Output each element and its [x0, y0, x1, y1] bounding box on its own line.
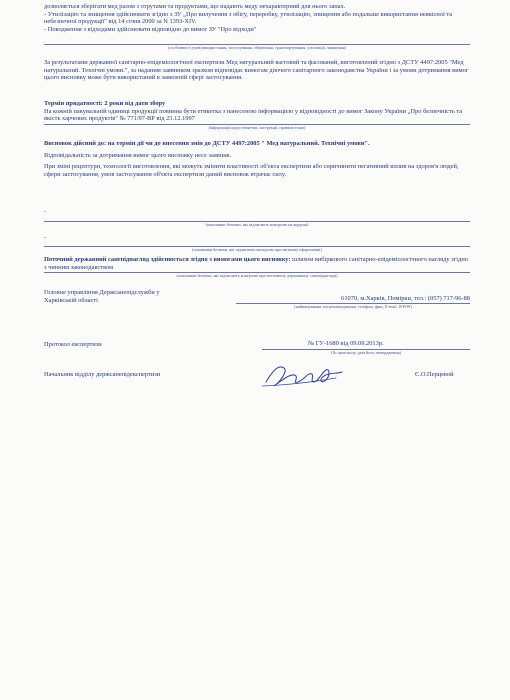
protocol-label: Протокол експертизи [44, 341, 102, 348]
address-caption: (найменування, місцезнаходження, телефон, факс, E-mail, WWW) [294, 304, 412, 309]
head-label: Начальник відділу держсанепідекспертизи [44, 371, 161, 378]
conditions-line-1: дозволяється зберігати мед разом з отрутами та продуктами, що надають меду нехарактерний для нього запах. [44, 3, 346, 10]
protocol-value: № ГУ-1680 від 09.09.2013р. [308, 340, 384, 347]
result-block [44, 59, 470, 82]
conditions-line-3: - Поводження з відходами здійснювати відповідно до вимог ЗУ "Про відходи" [44, 25, 257, 33]
conditions-line-2: - Утилізацію та знищення здійснювати згідно з ЗУ „Про вилучення з обігу, переробку, утилізацію, знищення або подальше використання неякісної та небезпечної продукції" від 14 січня 2000 за N 1393-XIV. [44, 10, 453, 26]
organization-name: Головне управління Держсанепідслужби у Харківській області [44, 289, 160, 304]
supervision-title: Поточний державний санепіднагляд здійснюється згідно з вимогами цього висновку: [44, 256, 291, 263]
responsibility-text: Відповідальність за дотримання вимог цього висновку несе заявник. [44, 151, 232, 159]
validity-block [44, 140, 470, 178]
recipe-change-text: При зміні рецептури, технології виготовлення, які можуть змінити властивості об'єкта експертизи або спричинити негативний вплив на здоров'я людей, сфери застосування, умов застосування об'єкта експертизи даний висновок втрачає силу. [44, 163, 459, 178]
organization-address: 61070, м.Харків, Помірки, тел.: (057) 717-96-88 [341, 295, 470, 302]
protocol-caption: (№ протоколу, дата його затвердження) [331, 350, 401, 355]
border-control-dash: - [44, 208, 47, 215]
shelf-life-caption: (інформація щодо етикетки, інструкції, правила тощо) [208, 125, 306, 130]
head-name: Є.О.Перцевой [415, 371, 454, 378]
shelf-life-block [44, 100, 470, 123]
customs-caption: (показники безпеки, які підлягають контролю при митному оформленні) [192, 247, 322, 252]
supervision-block [44, 256, 470, 271]
shelf-life-title: Термін придатності: 2 роки від дати збору [44, 100, 166, 107]
signature-image [258, 358, 348, 392]
validity-title: Висновок дійсний до: на термін дії чи до внесення змін до ДСТУ 4497:2005 " Мед натуральний. Технічні умови". [44, 140, 370, 147]
conditions-block [44, 3, 470, 33]
customs-dash: - [44, 234, 47, 241]
conditions-caption: (особливості умов використання, застосування, зберігання, транспортування, утилізації, знищення) [168, 45, 346, 50]
supervision-text: шляхом вибіркового санітарно-епідеміологічного нагляду згідно з чинним законодавством [44, 256, 468, 271]
border-control-caption: (показники безпеки, які підлягають контролю на кордоні) [205, 222, 309, 227]
result-text: За результатами державної санітарно-епідеміологічної експертизи Мед натуральний вагговий та фасований, виготовлений згідно з ДСТУ 4497:2005 "Мед натуральний. Технічні умови.", за наданим заявником зразком відповідає вимогам діючого санітарного законодавства України і за умови дотримання вимог цього висновку може бути використаний в заявленій сфері застосування. [44, 59, 469, 82]
supervision-caption: (показники безпеки, які підлягають контролю при поточному державному санепіднагляді) [176, 273, 338, 278]
shelf-life-text: На кожній пакувальній одиниці продукції повинна бути етикетка з нанесеною інформацією у відповідності до вимог Закону України „Про безпечність та якість харчових продуктів" № 771/97-ВР від 23.12.1997 [44, 107, 463, 123]
